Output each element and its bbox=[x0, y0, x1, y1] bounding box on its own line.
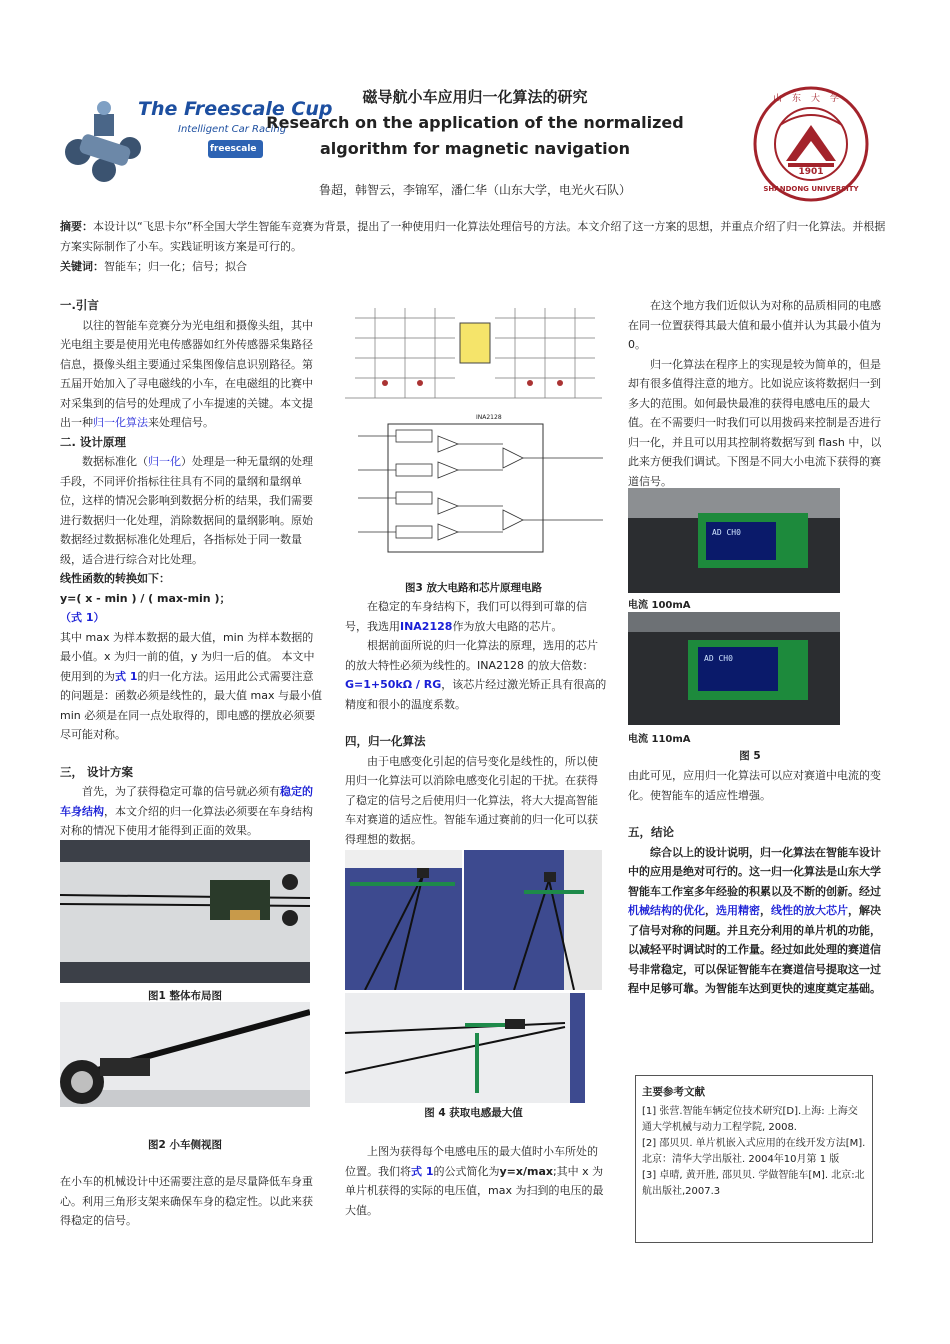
logo-title: The Freescale Cup bbox=[138, 98, 333, 120]
paragraph-gain bbox=[345, 636, 607, 714]
text: ）处理是一种无量纲的处理手段，不同评价指标往往具有不同的量纲和量纲单位，这样的情况会影响到数据分析的结果，我们需要进行数据归一化处理，消除数据间的量纲影响。原始数据经过数据标准化处理后，各指标处于同一数量级，适合进行综合对比处理。 bbox=[60, 455, 313, 566]
text: 来处理信号。 bbox=[148, 416, 214, 429]
seal-chars: 山东大学 bbox=[772, 94, 849, 104]
text: 综合以上的设计说明，归一化算法在智能车设计中的应用是绝对可行的。这一归一化算法是山东大学智能车工作室多年经验的积累以及不断的创新。经过 bbox=[628, 845, 881, 898]
section-3-paragraph bbox=[60, 782, 322, 841]
simplified-equation: y=x/max bbox=[499, 1164, 553, 1178]
section-2-title: 二. 设计原理 bbox=[60, 434, 126, 449]
screen-b-text: AD CH0 bbox=[704, 654, 733, 663]
text: 根据前面所说的归一化算法的原理，选用的芯片的放大特性必须为线性的。INA2128 的放大倍数： bbox=[345, 639, 598, 672]
car-side-view-photo bbox=[60, 1002, 310, 1107]
shandong-university-seal bbox=[752, 85, 870, 203]
text: 数据标准化（ bbox=[82, 455, 148, 468]
screen-a-text: AD CH0 bbox=[712, 528, 741, 537]
section-3-paragraph-2 bbox=[60, 1172, 322, 1231]
circuit-schematic-icon bbox=[345, 298, 602, 413]
abstract-text: 本设计以“飞思卡尔”杯全国大学生智能车竞赛为背景，提出了一种使用归一化算法处理信号的方法。本文介绍了这一方案的思想，并重点介绍了归一化算法。并根据方案实际制作了小车。实践证明该方案是可行的。 bbox=[60, 220, 886, 253]
section-5-title: 五，结论 bbox=[628, 825, 674, 839]
seal-english: SHANDONG UNIVERSITY bbox=[763, 185, 859, 193]
figure-5-screen-110ma bbox=[628, 612, 840, 725]
section-1-title: 一.引言 bbox=[60, 298, 99, 312]
sensor-arm-photo bbox=[464, 850, 602, 990]
formula-explanation bbox=[60, 628, 322, 745]
reference-item: [2] 邵贝贝. 单片机嵌入式应用的在线开发方法[M]. 北京：清华大学出版社. 2004年10月第 1 版 bbox=[642, 1138, 866, 1165]
formula-ref: 式 1 bbox=[115, 669, 138, 683]
paragraph-symmetry: 在这个地方我们近似认为对称的品质相同的电感在同一位置获得其最大值和最小值并认为其最小值为 0。 bbox=[628, 299, 881, 351]
paragraph-simplified-formula bbox=[345, 1142, 607, 1220]
column-2-text-b bbox=[345, 1142, 607, 1220]
figure-4-photo-a bbox=[345, 850, 462, 990]
keyword-link: 稳定的车身结构 bbox=[60, 785, 313, 818]
caption-100ma: 电流 100mA bbox=[628, 600, 691, 611]
sensor-arm-photo bbox=[345, 850, 462, 990]
figure-3-caption: 图3 放大电路和芯片原理电路 bbox=[405, 582, 542, 594]
keyword-link: 线性的放大芯片 bbox=[771, 904, 848, 917]
keyword-link: 归一化 bbox=[148, 455, 181, 468]
separator: ， bbox=[705, 904, 716, 917]
gain-equation: G=1+50kΩ / RG bbox=[345, 678, 442, 691]
ina2128-block-diagram-icon bbox=[358, 414, 603, 556]
keywords-text: 智能车；归一化；信号；拟合 bbox=[104, 260, 247, 273]
sensor-arm-photo bbox=[345, 993, 585, 1103]
text: 作为放大电路的芯片。 bbox=[452, 619, 563, 633]
figure-3-schematic-top bbox=[345, 298, 602, 413]
oled-screen-photo bbox=[628, 488, 840, 593]
formula-number: （式 1） bbox=[60, 611, 105, 624]
formula-title: 线性函数的转换如下： bbox=[60, 572, 170, 585]
title-english-line1: Research on the application of the normalized bbox=[266, 113, 684, 132]
text: 在稳定的车身结构下，我们可以得到可靠的信号，我选用 bbox=[345, 600, 587, 633]
references-title: 主要参考文献 bbox=[642, 1086, 705, 1098]
ina2128-label: INA2128 bbox=[476, 414, 502, 421]
figure-3-ina2128-diagram bbox=[358, 414, 603, 556]
figure-1-image bbox=[60, 840, 310, 983]
seal-year: 1901 bbox=[798, 167, 824, 177]
car-top-view-photo bbox=[60, 840, 310, 983]
text: ，解决了信号对称的问题。并且充分利用的单片机的功能，以减轻平时调试时的工作量。经过如此处理的赛道信号非常稳定，可以保证智能车在赛道信号提取这一过程中足够可靠。为智能车达到更快的速度奠定基础。 bbox=[628, 904, 881, 995]
column-2-text-a bbox=[345, 597, 607, 849]
text: 上图为获得每个电感电压的最大值时小车所处的位置。我们将 bbox=[345, 1145, 598, 1178]
text: 在小车的机械设计中还需要注意的是尽量降低车身重心。利用三角形支架来确保车身的稳定性。以此来获得稳定的信号。 bbox=[60, 1175, 313, 1227]
figure-4-photo-c bbox=[345, 993, 585, 1103]
caption-110ma: 电流 110mA bbox=[628, 734, 691, 745]
text: ，该芯片经过激光矫正具有很高的精度和很小的温度系数。 bbox=[345, 678, 607, 711]
section-4-title: 四，归一化算法 bbox=[345, 734, 426, 748]
paragraph-result: 由此可见，应用归一化算法可以应对赛道中电流的变化。使智能车的适应性增强。 bbox=[628, 769, 881, 802]
references-box bbox=[635, 1075, 873, 1243]
keyword-link: 选用精密 bbox=[716, 904, 760, 917]
paragraph-chip-choice bbox=[345, 597, 607, 636]
text: 其中 max 为样本数据的最大值，min 为样本数据的最小值。x 为归一前的值，y 为归一后的值。 本文中使用到的为 bbox=[60, 630, 315, 683]
figure-2-caption: 图2 小车侧视图 bbox=[148, 1139, 222, 1151]
abstract bbox=[60, 217, 890, 277]
section-1-paragraph bbox=[60, 316, 322, 433]
column-1-top bbox=[60, 296, 322, 841]
paragraph-implementation: 归一化算法在程序上的实现是较为简单的，但是却有很多值得注意的地方。比如说应该将数据归一到多大的范围。如何最快最准的获得电感电压的最大值。在不需要归一时我们可以用拨码来控制是否进行归一化，并且可以用其控制将数据写到 flash 中，以此来方便我们调试。下图是不同大小电流下获得的赛道信号。 bbox=[628, 357, 882, 488]
figure-4-photo-b bbox=[464, 850, 602, 990]
column-3-text-a bbox=[628, 296, 890, 491]
title-chinese: 磁导航小车应用归一化算法的研究 bbox=[362, 88, 588, 106]
text: 的公式简化为 bbox=[433, 1164, 500, 1178]
separator: ， bbox=[760, 904, 771, 917]
logo-brand: freescale bbox=[210, 144, 257, 154]
oled-screen-photo bbox=[628, 612, 840, 725]
figure-4-caption: 图 4 获取电感最大值 bbox=[424, 1107, 523, 1119]
figure-5-screen-100ma bbox=[628, 488, 840, 593]
figure-1-caption: 图1 整体布局图 bbox=[148, 990, 222, 1002]
keyword-link: 归一化算法 bbox=[93, 416, 148, 429]
freescale-cup-logo bbox=[60, 90, 333, 190]
section-3-title: 三， 设计方案 bbox=[60, 764, 134, 779]
keywords-label: 关键词： bbox=[60, 260, 104, 273]
text: ，本文介绍的归一化算法必须要在车身结构对称的情况下使用才能得到正面的效果。 bbox=[60, 804, 313, 837]
text: ;其中 x 为单片机获得的实际的电压值，max 为扫到的电压的最大值。 bbox=[345, 1164, 604, 1217]
reference-item: [1] 张营.智能车辆定位技术研究[D].上海: 上海交通大学机械与动力工程学院, 2008. bbox=[642, 1106, 858, 1133]
text: 首先，为了获得稳定可靠的信号就必须有 bbox=[82, 785, 280, 798]
authors: 鲁超，韩智云，李锦军，潘仁华（山东大学，电光火石队） bbox=[318, 183, 631, 197]
section-2-paragraph bbox=[60, 452, 322, 569]
chip-link: INA2128 bbox=[400, 619, 453, 633]
abstract-label: 摘要： bbox=[60, 220, 93, 233]
reference-item: [3] 卓晴, 黄开胜, 邵贝贝. 学做智能车[M]. 北京:北航出版社,2007.3 bbox=[642, 1170, 865, 1197]
section-4-paragraph: 由于电感变化引起的信号变化是线性的，所以使用归一化算法可以消除电感变化引起的干扰。在获得了稳定的信号之后使用归一化算法，将大大提高智能车对赛道的适应性。智能车通过赛前的归一化可以获得理想的数据。 bbox=[345, 754, 598, 846]
text: 以往的智能车竞赛分为光电组和摄像头组，其中光电组主要是使用光电传感器如红外传感器采集路径信息，摄像头组主要通过采集图像信息识别路径。第五届开始加入了寻电磁线的小车，在电磁组的比赛中对采集到的信号的处理成了小车提速的关键。本文提出一种 bbox=[60, 318, 313, 429]
conclusion-paragraph bbox=[628, 843, 890, 999]
title-english bbox=[260, 110, 690, 162]
figure-2-image bbox=[60, 1002, 310, 1107]
keyword-link: 机械结构的优化 bbox=[628, 904, 705, 917]
figure-5-caption: 图 5 bbox=[739, 750, 761, 762]
text: 的归一化方法。运用此公式需要注意的问题是：函数必须是线性的，最大值 max 与最小值 min 必须是在同一点处取得的，即电感的摆放必须要尽可能对称。 bbox=[60, 669, 322, 741]
column-3-text-b bbox=[628, 766, 890, 999]
title-english-line2: algorithm for magnetic navigation bbox=[319, 139, 630, 158]
logo-subtitle: Intelligent Car Racing bbox=[178, 124, 287, 135]
formula-equation: y=( x - min ) / ( max-min )； bbox=[60, 591, 231, 605]
formula-ref: 式 1 bbox=[411, 1164, 434, 1178]
